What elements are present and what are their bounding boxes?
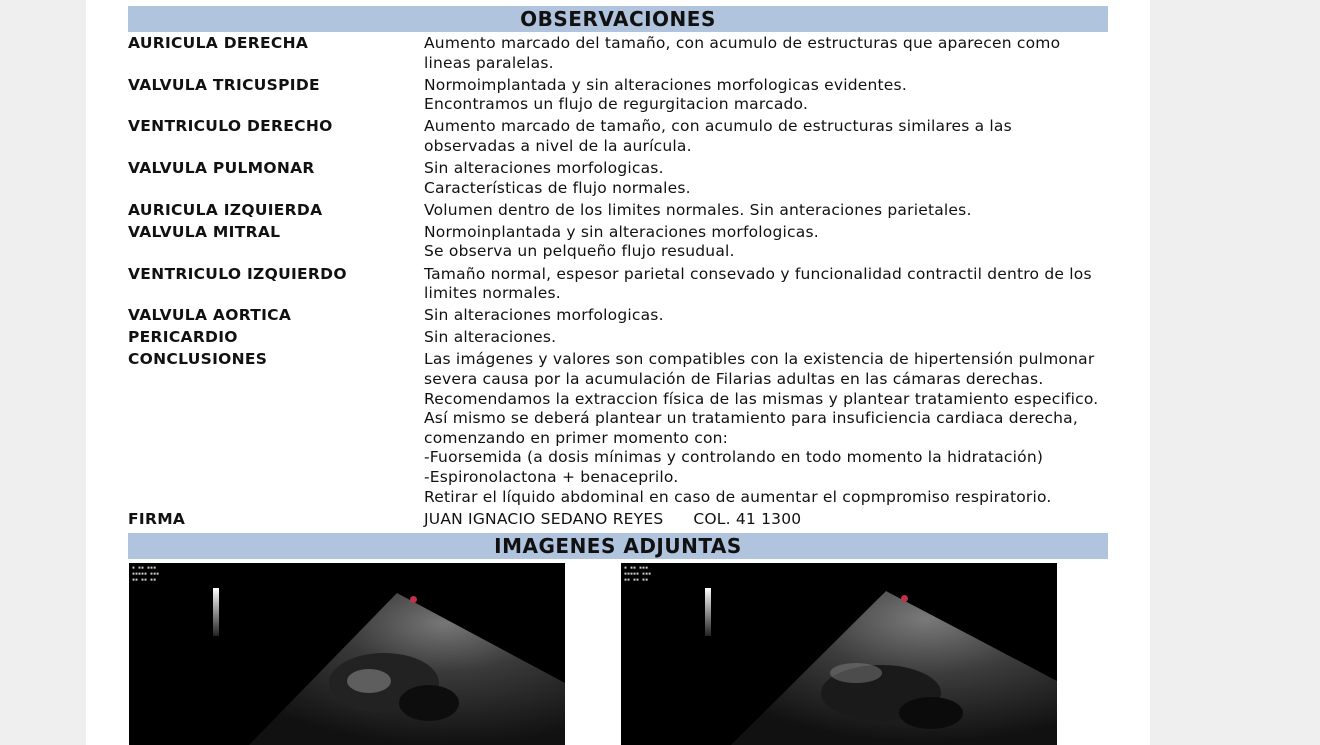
- observaciones-header: OBSERVACIONES: [128, 6, 1108, 32]
- firma-col: COL. 41 1300: [693, 509, 802, 528]
- row-value: [424, 76, 1118, 115]
- value-line: limites normales.: [424, 284, 561, 303]
- table-row: [128, 201, 1118, 221]
- value-line: Tamaño normal, espesor parietal consevado y funcionalidad contractil dentro de los: [424, 264, 1092, 283]
- row-label: VENTRICULO DERECHO: [128, 117, 333, 136]
- report-page: [86, 0, 1150, 745]
- value-line: -Espironolactona + benaceprilo.: [424, 467, 679, 486]
- row-label: PERICARDIO: [128, 328, 238, 347]
- value-line: Normoinplantada y sin alteraciones morfologicas.: [424, 222, 819, 241]
- table-row: [128, 350, 1118, 507]
- firma-name: JUAN IGNACIO SEDANO REYES: [424, 509, 664, 528]
- row-value: [424, 117, 1118, 156]
- row-label: AURICULA DERECHA: [128, 34, 309, 52]
- row-value: [424, 201, 1118, 221]
- value-line: Aumento marcado del tamaño, con acumulo de estructuras que aparecen como: [424, 34, 1061, 52]
- ultrasound-image[interactable]: [129, 563, 565, 745]
- value-line: lineas paralelas.: [424, 53, 554, 72]
- table-row: [128, 34, 1118, 73]
- firma-label: FIRMA: [128, 509, 186, 528]
- row-value: [424, 223, 1118, 262]
- row-label: CONCLUSIONES: [128, 350, 268, 369]
- row-label: VALVULA AORTICA: [128, 306, 292, 325]
- scan-header-text: ▪ ▪▪ ▪▪▪ ▪▪▪▪▪ ▪▪▪ ▪▪ ▪▪ ▪▪: [132, 565, 160, 583]
- row-value: [424, 265, 1118, 304]
- ultrasound-scan: [621, 563, 1057, 745]
- value-line: Características de flujo normales.: [424, 178, 691, 197]
- imagenes-header: IMAGENES ADJUNTAS: [128, 533, 1108, 559]
- row-value: [424, 328, 1118, 348]
- value-line: Así mismo se deberá plantear un tratamiento para insuficiencia cardiaca derecha,: [424, 409, 1079, 428]
- ultrasound-scan: [129, 563, 565, 745]
- row-label: VENTRICULO IZQUIERDO: [128, 264, 347, 283]
- observaciones-table: [128, 34, 1118, 529]
- row-label: VALVULA TRICUSPIDE: [128, 75, 320, 94]
- table-row: [128, 117, 1118, 156]
- row-value: [424, 306, 1118, 326]
- grayscale-bar: [213, 588, 219, 636]
- ultrasound-image[interactable]: [621, 563, 1057, 745]
- value-line: Aumento marcado de tamaño, con acumulo de estructuras similares a las: [424, 117, 1012, 136]
- value-line: severa causa por la acumulación de Filarias adultas en las cámaras derechas.: [424, 370, 1044, 388]
- table-row: [128, 265, 1118, 304]
- value-line: Sin alteraciones.: [424, 328, 557, 347]
- table-row: [128, 76, 1118, 115]
- orientation-marker-icon: [410, 596, 417, 603]
- value-line: -Fuorsemida (a dosis mínimas y controlando en todo momento la hidratación): [424, 448, 1044, 467]
- value-line: Encontramos un flujo de regurgitacion marcado.: [424, 95, 809, 114]
- table-row: [128, 306, 1118, 326]
- value-line: observadas a nivel de la aurícula.: [424, 136, 692, 155]
- table-row: [128, 223, 1118, 262]
- value-line: Sin alteraciones morfologicas.: [424, 306, 664, 325]
- row-label: VALVULA MITRAL: [128, 222, 281, 241]
- value-line: Sin alteraciones morfologicas.: [424, 159, 664, 178]
- row-label: VALVULA PULMONAR: [128, 159, 315, 178]
- value-line: Volumen dentro de los limites normales. Sin anteraciones parietales.: [424, 200, 972, 219]
- row-label: AURICULA IZQUIERDA: [128, 200, 323, 219]
- row-value: [424, 350, 1118, 507]
- value-line: Se observa un pelqueño flujo resudual.: [424, 242, 735, 261]
- firma-value: [424, 510, 1118, 530]
- value-line: Recomendamos la extraccion física de las mismas y plantear tratamiento especifico.: [424, 389, 1099, 408]
- row-value: [424, 159, 1118, 198]
- value-line: Retirar el líquido abdominal en caso de aumentar el copmpromiso respiratorio.: [424, 487, 1052, 506]
- value-line: comenzando en primer momento con:: [424, 428, 729, 447]
- value-line: Normoimplantada y sin alteraciones morfologicas evidentes.: [424, 75, 907, 94]
- table-row: [128, 159, 1118, 198]
- scan-header-text: ▪ ▪▪ ▪▪▪ ▪▪▪▪▪ ▪▪▪ ▪▪ ▪▪ ▪▪: [624, 565, 652, 583]
- value-line: Las imágenes y valores son compatibles con la existencia de hipertensión pulmonar: [424, 350, 1095, 369]
- grayscale-bar: [705, 588, 711, 636]
- orientation-marker-icon: [901, 595, 908, 602]
- firma-row: [128, 510, 1118, 530]
- row-value: [424, 34, 1118, 73]
- table-row: [128, 328, 1118, 348]
